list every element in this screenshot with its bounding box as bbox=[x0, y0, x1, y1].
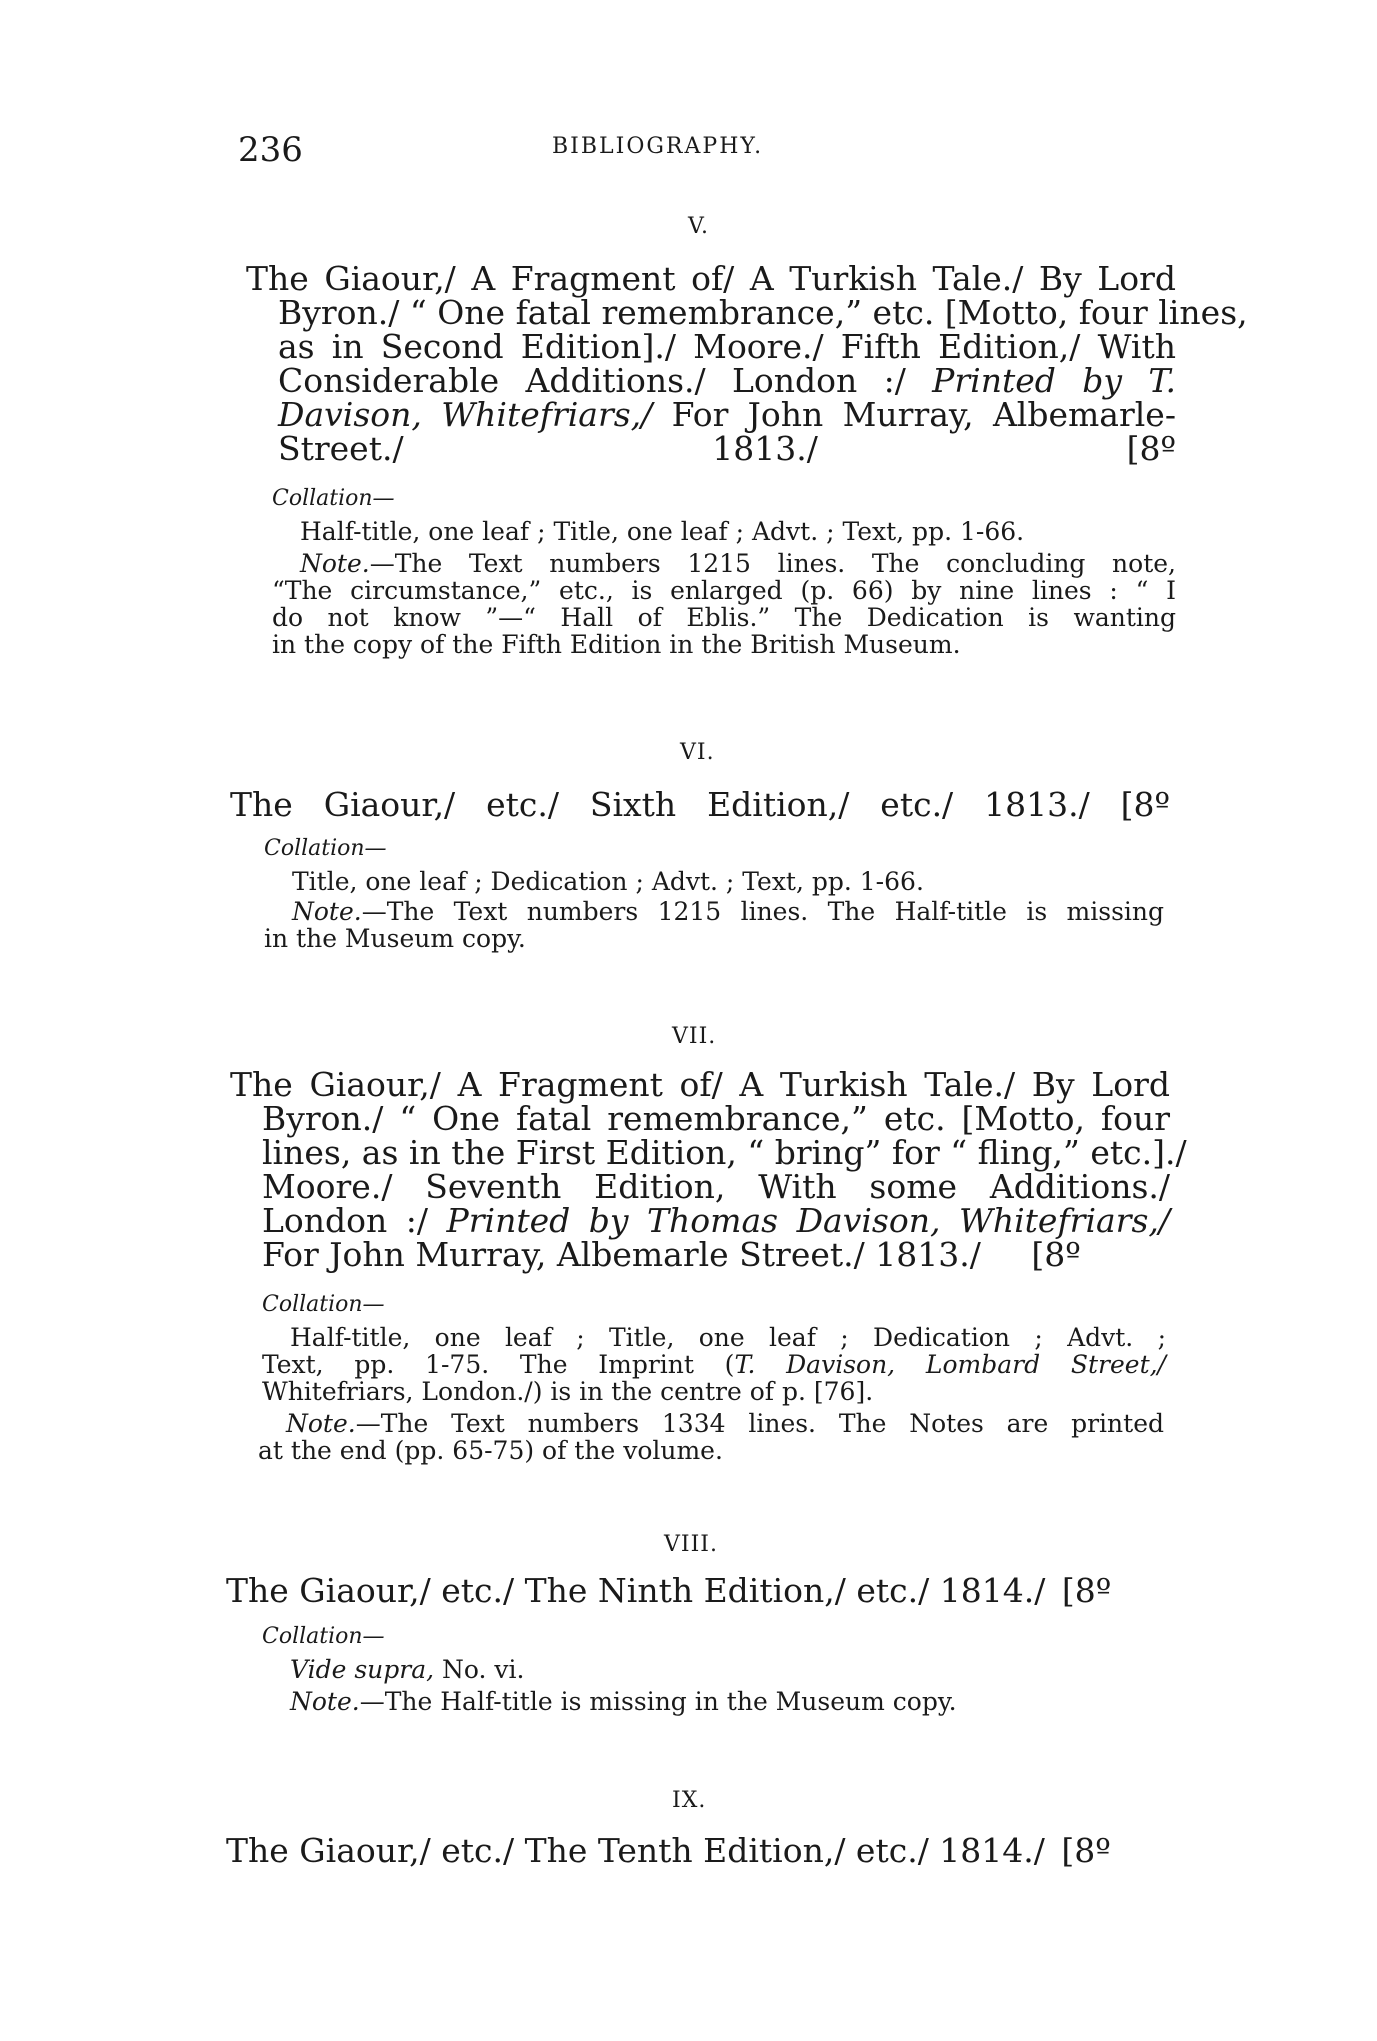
format-mark: [8º bbox=[1031, 1235, 1081, 1274]
entry-numeral: VIII. bbox=[664, 1532, 718, 1557]
entry-title: The Giaour,/ etc./ The Tenth Edition,/ etc./ 1814./ [8º bbox=[226, 1831, 1111, 1870]
running-title: BIBLIOGRAPHY. bbox=[552, 134, 764, 159]
note: Note.—The Half-title is missing in the Museum copy. bbox=[290, 1687, 957, 1716]
note: Note.—The Text numbers 1215 lines. The concluding note, “The circumstance,” etc., is enlarged (p. 66) by nine lines : “ I do not know ”—“ Hall of Eblis.” The Dedication is wanting in the copy of the Fifth Edition in the British Museum. bbox=[272, 549, 1176, 659]
entry-title: The Giaour,/ A Fragment of/ A Turkish Tale./ By Lord Byron./ “ One fatal remembrance,” etc. [Motto, four lines, as in Second Edition]./ Moore./ Fifth Edition,/ With Considerable Additions./ London :/ Printed by T. Davison, Whitefriars,/ For John Murray, Albemarle- Street./ 1813./ [8º bbox=[246, 259, 1248, 468]
collation-text: Vide supra, No. vi. bbox=[290, 1655, 525, 1684]
collation-label: Collation— bbox=[262, 1624, 385, 1649]
entry-title: The Giaour,/ A Fragment of/ A Turkish Tale./ By Lord Byron./ “ One fatal remembrance,” etc. [Motto, four lines, as in the First Edition, “ bring” for “ fling,” etc.]./ Moore./ Seventh Edition, With some Additions./ London :/ Printed by Thomas Davison, Whitefriars,/ For John Murray, Albemarle Street./ 1813./ [8º bbox=[230, 1065, 1187, 1274]
collation-text: Half-title, one leaf ; Title, one leaf ; Dedication ; Advt. ; Text, pp. 1-75. The Imprint (T. Davison, Lombard Street,/ Whitefriars, London./) is in the centre of p. [76]. bbox=[262, 1323, 1166, 1406]
format-mark: [8º bbox=[1061, 1571, 1112, 1610]
page-header bbox=[0, 130, 1377, 170]
entry-numeral: V. bbox=[688, 214, 710, 239]
collation-label: Collation— bbox=[272, 486, 395, 511]
entry-title: The Giaour,/ etc./ Sixth Edition,/ etc./ 1813./ [8º bbox=[230, 785, 1170, 824]
format-mark: [8º bbox=[1120, 785, 1170, 824]
page-number: 236 bbox=[238, 130, 303, 170]
format-mark: [8º bbox=[1061, 1831, 1111, 1870]
entry-title: The Giaour,/ etc./ The Ninth Edition,/ etc./ 1814./ [8º bbox=[226, 1571, 1112, 1610]
entry-numeral: VII. bbox=[672, 1024, 717, 1049]
entry-numeral: VI. bbox=[680, 740, 715, 765]
entry-numeral: IX. bbox=[672, 1788, 707, 1813]
collation-label: Collation— bbox=[264, 836, 387, 861]
note: Note.—The Text numbers 1215 lines. The Half-title is missing in the Museum copy. bbox=[264, 897, 1164, 953]
note: Note.—The Text numbers 1334 lines. The Notes are printed at the end (pp. 65-75) of the volume. bbox=[258, 1409, 1164, 1465]
collation-text: Half-title, one leaf ; Title, one leaf ; Advt. ; Text, pp. 1-66. bbox=[300, 517, 1025, 546]
collation-text: Title, one leaf ; Dedication ; Advt. ; Text, pp. 1-66. bbox=[292, 867, 924, 896]
collation-label: Collation— bbox=[262, 1292, 385, 1317]
format-mark: [8º bbox=[1126, 429, 1176, 468]
